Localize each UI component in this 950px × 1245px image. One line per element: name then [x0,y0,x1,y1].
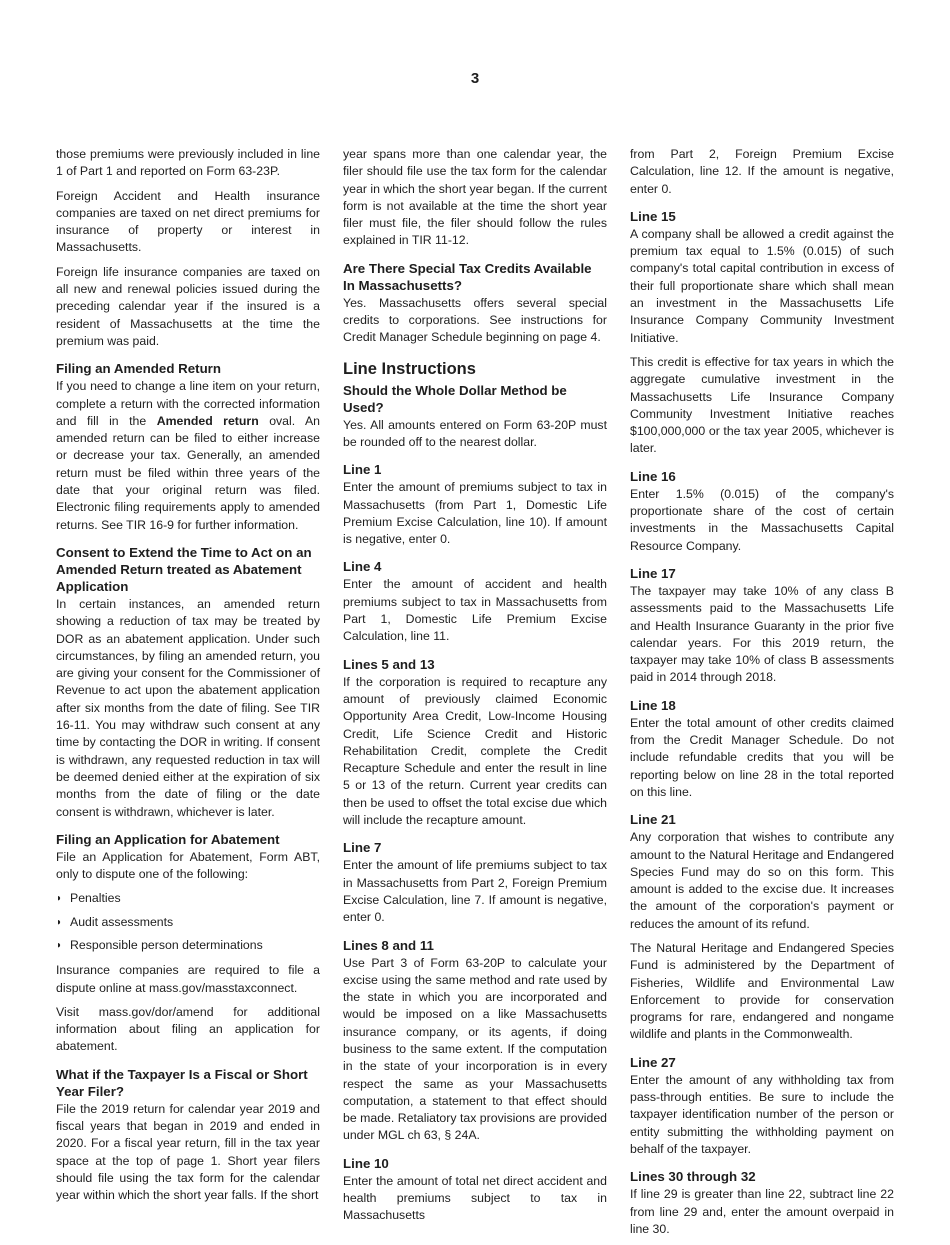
amended-return-bold: Amended return [156,413,259,428]
paragraph-line-21b: The Natural Heritage and Endangered Species Fund is administered by the Department of Fisheries, Wildlife and Environmental Law Enforcement to provide for conservation programs for rare, endangered and nongame wildlife and plants in the Commonwealth. [630,940,894,1042]
paragraph-line-15a: A company shall be allowed a credit against the premium tax equal to 1.5% (0.015) of such company's total capital contribution in excess of their full proportionate share which shall mean an investment in the Massachusetts Life Insurance Company Community Investment Initiative. [630,226,894,345]
paragraph: Foreign life insurance companies are taxed on all new and renewal policies issued during the preceding calendar year if the insured is a resident of Massachusetts at the time the premium was paid. [56,264,320,348]
heading-amended-return: Filing an Amended Return [56,361,221,377]
paragraph-line-1: Enter the amount of premiums subject to tax in Massachusetts (from Part 1, Domestic Life Premium Excise Calculation, line 10). If amount is negative, enter 0. [343,480,607,547]
paragraph-consent: In certain instances, an amended return showing a reduction of tax may be treated by DOR as an abatement application. Under such circumstances, by filing an amended return, you are giving your consent for the Commissioner of Revenue to act upon the abatement application after six months from the date of filing. See TIR 16-11. You may withdraw such consent at any time by contacting the DOR in writing. If consent is withdrawn, any requested reduction in tax will be deemed denied either at the expiration of six months from the date of filing or the date consent is withdrawn, whichever is later. [56,596,320,819]
paragraph-line-15b: This credit is effective for tax years in which the aggregate cumulative investment in the Massachusetts Life Insurance Company Community Investment Initiative reaches $100,000,000 or the tax year 2005, whichever is later. [630,354,894,456]
paragraph-line-7: Enter the amount of life premiums subject to tax in Massachusetts from Part 2, Foreign Premium Excise Calculation, line 7. If amount is negative, enter 0. [343,858,607,925]
heading-line-1: Line 1 [343,462,382,478]
paragraph-line-16: Enter 1.5% (0.015) of the company's proportionate share of the cost of certain investments in the Massachusetts Capital Resource Company. [630,486,894,553]
heading-lines-8-11: Lines 8 and 11 [343,937,434,953]
heading-line-17: Line 17 [630,565,676,581]
bullet-icon: ◗ [56,939,63,951]
column-2 [343,146,607,1232]
heading-lines-5-13: Lines 5 and 13 [343,656,435,672]
heading-line-15: Line 15 [630,208,676,224]
heading-line-7: Line 7 [343,840,382,856]
heading-consent: Consent to Extend the Time to Act on an Amended Return treated as Abatement Application [56,544,312,594]
list-item: ◗ Audit assessments [56,914,320,931]
column-1 [56,146,320,1212]
heading-line-27: Line 27 [630,1054,676,1070]
paragraph-line-17: The taxpayer may take 10% of any class B assessments paid to the Massachusetts Life and Health Insurance Guaranty in the prior five calendar years. For this 2019 return, the taxpayer may take 10% of class B assessments paid in 2014 through 2018. [630,583,894,685]
heading-line-10: Line 10 [343,1155,389,1171]
heading-line-21: Line 21 [630,812,676,828]
paragraph-line-21a: Any corporation that wishes to contribute any amount to the Natural Heritage and Endangered Species Fund may do so on this form. This amount is added to the excise due. It increases the amount of the corporation's payment or reduces the amount of its refund. [630,830,894,931]
list-item: ◗ Penalties [56,890,320,907]
paragraph-lines-30-32: If line 29 is greater than line 22, subtract line 22 from line 29 and, enter the amount overpaid in line 30. [630,1187,894,1236]
paragraph-line-18: Enter the total amount of other credits claimed from the Credit Manager Schedule. Do not include refundable credits that you will be reporting below on line 28 in the total reported on this line. [630,715,894,799]
paragraph-lines-5-13: If the corporation is required to recapture any amount of previously claimed Economic Opportunity Area Credit, Low-Income Housing Credit, Life Science Credit and Historic Rehabilitation Credit, complete the Credit Recapture Schedule and enter the result in line 5 or 13 of the return. Current year credits can then be used to offset the total excise due which will include the recapture amount. [343,674,607,828]
column-3 [630,146,894,1245]
heading-abatement: Filing an Application for Abatement [56,831,280,847]
paragraph-dispute: Insurance companies are required to file a dispute online at mass.gov/masstaxconnect. [56,963,320,995]
paragraph-special-credits: Yes. Massachusetts offers several special credits to corporations. See instructions for Credit Manager Schedule beginning on page 4. [343,295,607,345]
heading-line-16: Line 16 [630,468,676,484]
heading-line-instructions: Line Instructions [343,359,476,378]
paragraph-abatement: File an Application for Abatement, Form ABT, only to dispute one of the following: [56,849,320,882]
paragraph: Foreign Accident and Health insurance companies are taxed on net direct premiums for insurance of property or interest in Massachusetts. [56,188,320,255]
heading-line-18: Line 18 [630,697,676,713]
heading-line-4: Line 4 [343,559,382,575]
paragraph-fiscal: File the 2019 return for calendar year 2019 and fiscal years that began in 2019 and ended in 2020. For a fiscal year return, fill in the tax year space at the top of page 1. Short year filers should file using the tax form for the calendar year within which the short year falls. If the short [56,1101,320,1203]
paragraph-amended-return: If you need to change a line item on your return, complete a return with the corrected information and fill in the Amended return oval. An amended return can be filed to either increase or decrease your tax. Generally, an amended return must be filed within three years of the date that your original return was filed. Electronic filing requirements apply to amended returns. See TIR 16-9 for further information. [56,379,320,532]
heading-lines-30-32: Lines 30 through 32 [630,1169,756,1185]
paragraph: those premiums were previously included in line 1 of Part 1 and reported on Form 63-23P. [56,147,320,179]
bullet-list [56,890,320,954]
paragraph-line-4: Enter the amount of accident and health premiums subject to tax in Massachusetts from Part 1, Domestic Life Premium Excise Calculation, line 11. [343,577,607,644]
paragraph-whole-dollar: Yes. All amounts entered on Form 63-20P must be rounded off to the nearest dollar. [343,417,607,449]
paragraph-line-10: Enter the amount of total net direct accident and health premiums subject to tax in Massachusetts [343,1173,607,1223]
paragraph: from Part 2, Foreign Premium Excise Calculation, line 12. If the amount is negative, enter 0. [630,147,894,196]
paragraph-line-27: Enter the amount of any withholding tax from pass-through entities. Be sure to include the taxpayer identification number of the person or entity submitting the withholding payment on behalf of the taxpayer. [630,1072,894,1156]
page-number: 3 [470,70,480,87]
heading-whole-dollar: Should the Whole Dollar Method be Used? [343,382,567,415]
paragraph-lines-8-11: Use Part 3 of Form 63-20P to calculate your excise using the same method and rate used by the state in which you are incorporated and would be imposed on a like Massachusetts insurance company, or its agents, if doing business to the same extent. If the computation in the state of your incorporation is in every respect the same as your Massachusetts computation, a statement to that effect should be made. Retaliatory tax provisions are provided under MGL ch 63, § 24A. [343,955,607,1143]
bullet-icon: ◗ [56,893,63,905]
heading-fiscal: What if the Taxpayer Is a Fiscal or Short Year Filer? [56,1066,308,1099]
heading-special-credits: Are There Special Tax Credits Available In Massachusetts? [343,260,592,293]
paragraph-visit: Visit mass.gov/dor/amend for additional information about filing an application for abatement. [56,1004,320,1054]
paragraph: year spans more than one calendar year, the filer should file use the tax form for the calendar year in which the short year began. If the current form is not available at the time the short year filer must file, the filer should follow the rules explained in TIR 11-12. [343,147,607,248]
bullet-icon: ◗ [56,916,63,928]
list-item: ◗ Responsible person determinations [56,937,320,954]
